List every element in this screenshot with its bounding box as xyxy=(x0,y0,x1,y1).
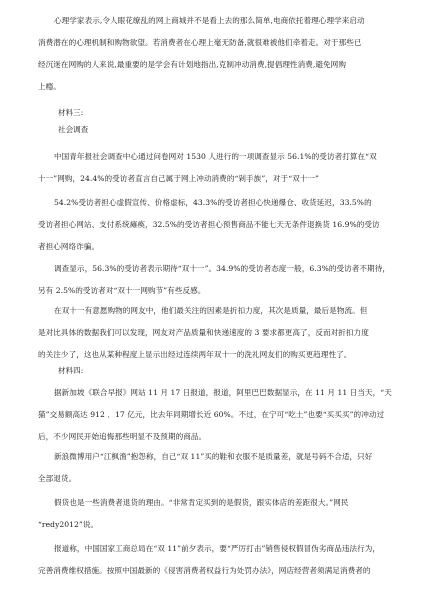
text-line: 消费潜在的心理机制和购物欲望。若消费者在心理上毫无防备,就很难被他们牵着走。对于那些已 xyxy=(38,38,362,47)
text-line: 在双十一有意愿购物的网友中，他们最关注的因素是折扣力度，其次是质量，最后是物流。但 xyxy=(54,306,368,315)
text-line: 另有 2.5%的受访者对“双十一网购节”有些反感。 xyxy=(38,286,206,295)
material-paragraph xyxy=(38,446,393,490)
text-line: 54.2%受访者担心虚假宣传、价格虚标，43.3%的受访者担心快递爆仓、收货延迟，33.5%的 xyxy=(54,198,372,207)
text-line: 假货也是一些消费者退货的理由。“非常肯定买到的是假货，跟实体店的差距很大。”网民 xyxy=(54,498,349,507)
social-survey-heading: 社会调查 xyxy=(58,125,89,134)
text-line: 者担心网络诈骗。 xyxy=(38,242,100,251)
text-line: 上瘾。 xyxy=(38,82,61,91)
intro-paragraph xyxy=(38,10,393,98)
material-paragraph xyxy=(38,382,393,448)
survey-paragraph xyxy=(38,192,393,258)
text-line: 经沉迷在网购的人来说,最重要的是学会有计划地指出,克制冲动消费,提倡理性消费,避免网购 xyxy=(38,60,346,69)
text-line: 的关注少了，这也从某种程度上显示出经过连续两年双十一的洗礼网友们的购买更趋理性了。 xyxy=(38,350,352,359)
text-line: “redy2012”说。 xyxy=(38,520,99,529)
material-four-label: 材料四: xyxy=(58,366,84,375)
material-paragraph xyxy=(38,492,393,536)
text-line: 中国青年报社会调查中心通过问卷网对 1530 人进行的一项调查显示 56.1%的受访者打算在“双 xyxy=(54,152,377,161)
text-line: 后，不少网民开始追悔那些明显不及预期的商品。 xyxy=(38,432,207,441)
material-three-label: 材料三: xyxy=(58,108,84,117)
text-line: 是对比具体的数据我们可以发现，网友对产品质量和快递速度的 3 要求都更高了，反而对折扣力度 xyxy=(38,328,369,337)
text-line: 受访者担心网站、支付系统瘫痪，32.5%的受访者担心预售商品不能七天无条件退换货 16.9%的受访 xyxy=(38,220,380,229)
text-line: 完善消费维权措施。按照中国最新的《侵害消费者权益行为处罚办法》，网店经营者须满足消费者的 xyxy=(38,566,371,575)
survey-paragraph xyxy=(38,258,393,302)
text-line: 新浪微博用户“江枫渔”抱怨称，自己“双 11”买的鞋和衣服不是质量差，就是号码不合适，只好 xyxy=(54,452,373,461)
text-line: 心理学家表示,令人眼花缭乱的网上商城并不是看上去的那么简单,电商依托着理心理学来启动 xyxy=(54,16,365,25)
survey-paragraph xyxy=(38,146,393,190)
text-line: 十一”网购，24.4%的受访者直言自己属于网上冲动消费的“剁手族”，对于“双十一” xyxy=(38,174,319,183)
text-line: 报道称，中国国家工商总局在“双 11”前夕表示，要“严厉打击”销售侵权假冒伪劣商品违法行为， xyxy=(54,544,381,553)
text-line: 据新加坡《联合早报》网站 11 月 17 日报道，报道，阿里巴巴数据显示，在 11 月 11 日当天，“天 xyxy=(54,388,392,397)
material-paragraph xyxy=(38,538,393,582)
text-line: 调查显示，56.3%的受访者表示期待“双十一”。34.9%的受访者态度一般，6.3%的受访者不期待， xyxy=(54,264,390,273)
text-line: 猫”交易额高达 912 ．17 亿元，比去年同期增长近 60%。不过，在宁可“吃土”也要“买买买”的冲动过 xyxy=(38,410,385,419)
text-line: 全部退货。 xyxy=(38,474,77,483)
survey-paragraph xyxy=(38,300,393,366)
